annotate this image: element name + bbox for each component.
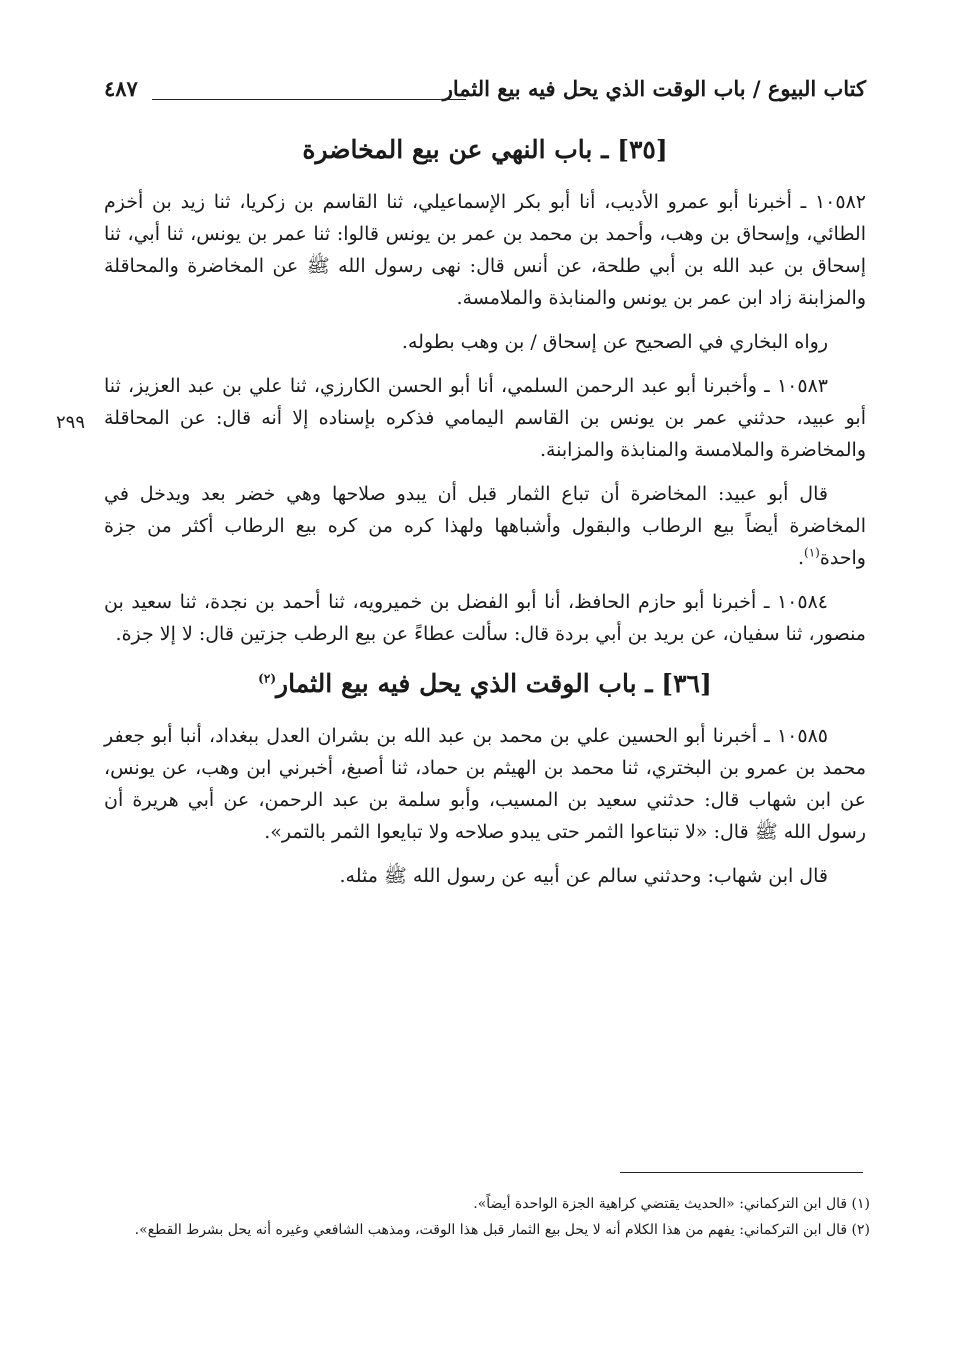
commentary-ibn-shihab: قال ابن شهاب: وحدثني سالم عن أبيه عن رسول الله ﷺ مثله.: [339, 865, 828, 887]
hadith-10583: ١٠٥٨٣ ـ وأخبرنا أبو عبد الرحمن السلمي، أنا أبو الحسن الكارزي، ثنا علي بن عبد العزيز، ثنا أبو عبيد، حدثني عمر بن يونس بن القاسم اليمامي فذكره بإسناده إلا أنه قال: عن المحاقلة والمخاضرة والملامسة والمنابذة والمزابنة.: [104, 375, 866, 461]
chapter-heading-35: [٣٥] ـ باب النهي عن بيع المخاضرة: [302, 135, 668, 164]
footnote-2: (٢) قال ابن التركماني: يفهم من هذا الكلام أنه لا يحل بيع الثمار قبل هذا الوقت، ومذهب الشافعي وغيره أنه يحل بشرط القطع».: [134, 1222, 870, 1238]
footnote-ref-2: (٢): [258, 671, 276, 686]
footnote-1: (١) قال ابن التركماني: «الحديث يقتضي كراهية الجزة الواحدة أيضاً».: [473, 1196, 870, 1212]
commentary-abu-ubaid: قال أبو عبيد: المخاضرة أن تباع الثمار قبل أن يبدو صلاحها وهي خضر بعد ويدخل في المخاضرة أيضاً بيع الرطاب والبقول وأشباهها ولهذا كره من كره بيع الرطاب أكثر من جزة واحدة$^{(١)}$.: [104, 483, 866, 569]
header-rule: [152, 99, 466, 100]
margin-page-reference: ٢٩٩: [56, 412, 86, 433]
chapter-heading-36-text: [٣٦] ـ باب الوقت الذي يحل فيه بيع الثمار: [276, 669, 712, 698]
footnote-ref-1: (١): [804, 545, 820, 560]
running-header: [104, 76, 866, 110]
page-number: ٤٨٧: [104, 76, 138, 101]
running-title: كتاب البيوع / باب الوقت الذي يحل فيه بيع الثمار: [442, 76, 866, 101]
hadith-10584: ١٠٥٨٤ ـ أخبرنا أبو حازم الحافظ، أنا أبو الفضل بن خميرويه، ثنا أحمد بن نجدة، ثنا سعيد بن منصور، ثنا سفيان، عن بريد بن أبي بردة قال: سألت عطاءً عن بيع الرطب جزتين قال: لا إلا جزة.: [104, 591, 866, 645]
footnote-separator: [620, 1172, 863, 1173]
commentary-abu-ubaid-text: قال أبو عبيد: المخاضرة أن تباع الثمار قبل أن يبدو صلاحها وهي خضر بعد ويدخل في المخاضرة أيضاً بيع الرطاب والبقول وأشباهها ولهذا كره من كره بيع الرطاب أكثر من جزة واحدة: [104, 483, 866, 569]
hadith-10585: ١٠٥٨٥ ـ أخبرنا أبو الحسين علي بن محمد بن عبد الله بن بشران العدل ببغداد، أنبا أبو جعفر محمد بن عمرو بن البختري، ثنا محمد بن الهيثم بن حماد، ثنا أصبغ، أخبرني ابن وهب، عن يونس، عن ابن شهاب قال: حدثني سعيد بن المسيب، وأبو سلمة بن عبد الرحمن، عن أبي هريرة أن رسول الله ﷺ قال: «لا تبتاعوا الثمر حتى يبدو صلاحه ولا تبايعوا الثمر بالتمر».: [104, 725, 866, 843]
footnotes: [104, 1192, 870, 1244]
hadith-10582: ١٠٥٨٢ ـ أخبرنا أبو عمرو الأديب، أنا أبو بكر الإسماعيلي، ثنا القاسم بن زكريا، ثنا زيد بن أخزم الطائي، وإسحاق بن وهب، وأحمد بن محمد بن عمر بن يونس قالوا: ثنا عمر بن يونس، ثنا أبي، ثنا إسحاق بن عبد الله بن أبي طلحة، عن أنس قال: نهى رسول الله ﷺ عن المخاضرة والمحاقلة والمزابنة زاد ابن عمر بن يونس والمنابذة والملامسة.: [104, 191, 866, 309]
commentary-bukhari: رواه البخاري في الصحيح عن إسحاق / بن وهب بطوله.: [401, 331, 828, 353]
chapter-heading-36: [104, 662, 866, 706]
main-text: [104, 128, 866, 904]
